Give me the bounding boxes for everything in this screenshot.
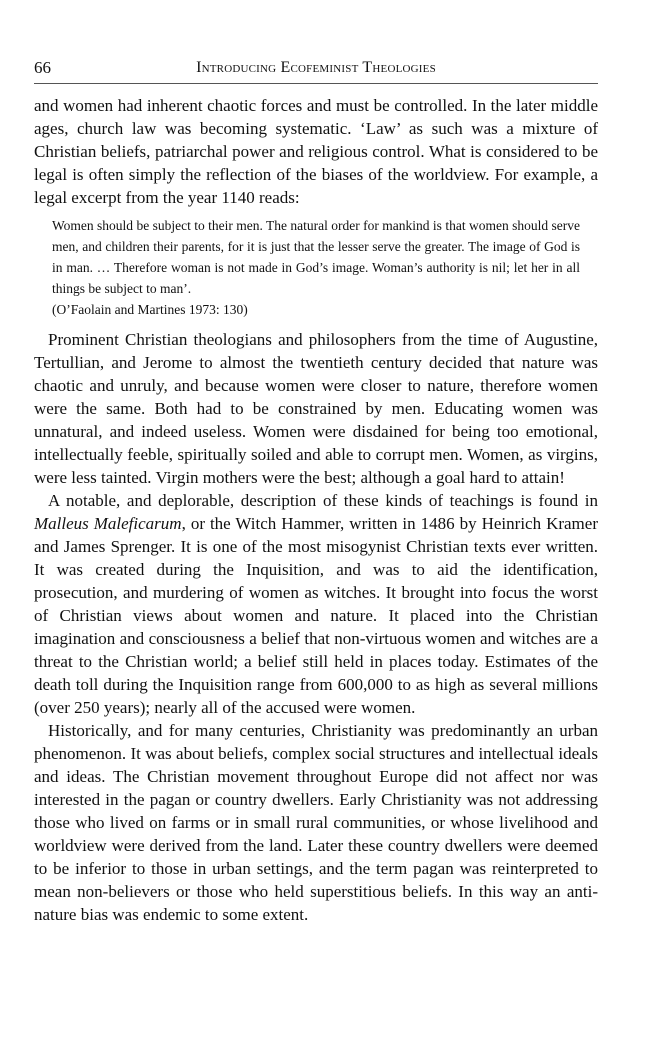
paragraph-2: Prominent Christian theologians and philosophers from the time of Augustine, Tertullian, and Jerome to almost the twentieth century decided that nature was chaotic and unruly, and because women were closer to nature, therefore women were the same. Both had to be constrained by men. Educating women was unnatural, and indeed useless. Women were disdained for being too emotional, intellectually feeble, spiritually soiled and able to corrupt men. Women, as virgins, were less tainted. Virgin mothers were the best; although a goal hard to attain! bbox=[34, 330, 598, 487]
paragraph-3-lead: A notable, and deplorable, description of these kinds of teachings is found in bbox=[48, 491, 598, 510]
running-head: Introducing Ecofeminist Theologies bbox=[196, 59, 436, 76]
page-header bbox=[34, 58, 598, 84]
paragraph-3-rest: , or the Witch Hammer, written in 1486 by Heinrich Kramer and James Sprenger. It is one of the most misogynist Christian texts ever written. It was created during the Inquisition, and was to aid the identification, prosecution, and murdering of women as witches. It brought into focus the worst of Christian views about women and nature. It placed into the Christian imagination and consciousness a belief that non-virtuous women and witches are a threat to the Christian world; a belief still held in places today. Estimates of the death toll during the Inquisition range from 600,000 to as high as several millions (over 250 years); nearly all of the accused were women. bbox=[34, 514, 598, 717]
book-title: Malleus Maleficarum bbox=[34, 514, 182, 533]
block-quote bbox=[52, 215, 580, 320]
body-text bbox=[34, 94, 598, 926]
quote-citation: (O’Faolain and Martines 1973: 130) bbox=[52, 302, 248, 317]
paragraph-3 bbox=[34, 489, 598, 719]
paragraph-1: and women had inherent chaotic forces and must be controlled. In the later middle ages, church law was becoming systematic. ‘Law’ as such was a mixture of Christian beliefs, patriarchal power and religious control. What is considered to be legal is often simply the reflection of the biases of the worldview. For example, a legal excerpt from the year 1140 reads: bbox=[34, 96, 598, 207]
quote-text: Women should be subject to their men. The natural order for mankind is that women should serve men, and children their parents, for it is just that the lesser serve the greater. The image of God is in man. … Therefore woman is not made in God’s image. Woman’s authority is nil; let her in all things be subject to man’. bbox=[52, 218, 580, 296]
header-rule bbox=[34, 83, 598, 84]
paragraph-4: Historically, and for many centuries, Christianity was predominantly an urban phenomenon. It was about beliefs, complex social structures and intellectual ideals and ideas. The Christian movement throughout Europe did not affect nor was interested in the pagan or country dwellers. Early Christianity was not addressing those who lived on farms or in small rural communities, or whose livelihood and worldview were derived from the land. Later these country dwellers were deemed to be inferior to those in urban settings, and the term pagan was reinterpreted to mean non-believers or those who held superstitious beliefs. In this way an anti-nature bias was endemic to some extent. bbox=[34, 721, 598, 924]
page-number: 66 bbox=[34, 58, 51, 77]
